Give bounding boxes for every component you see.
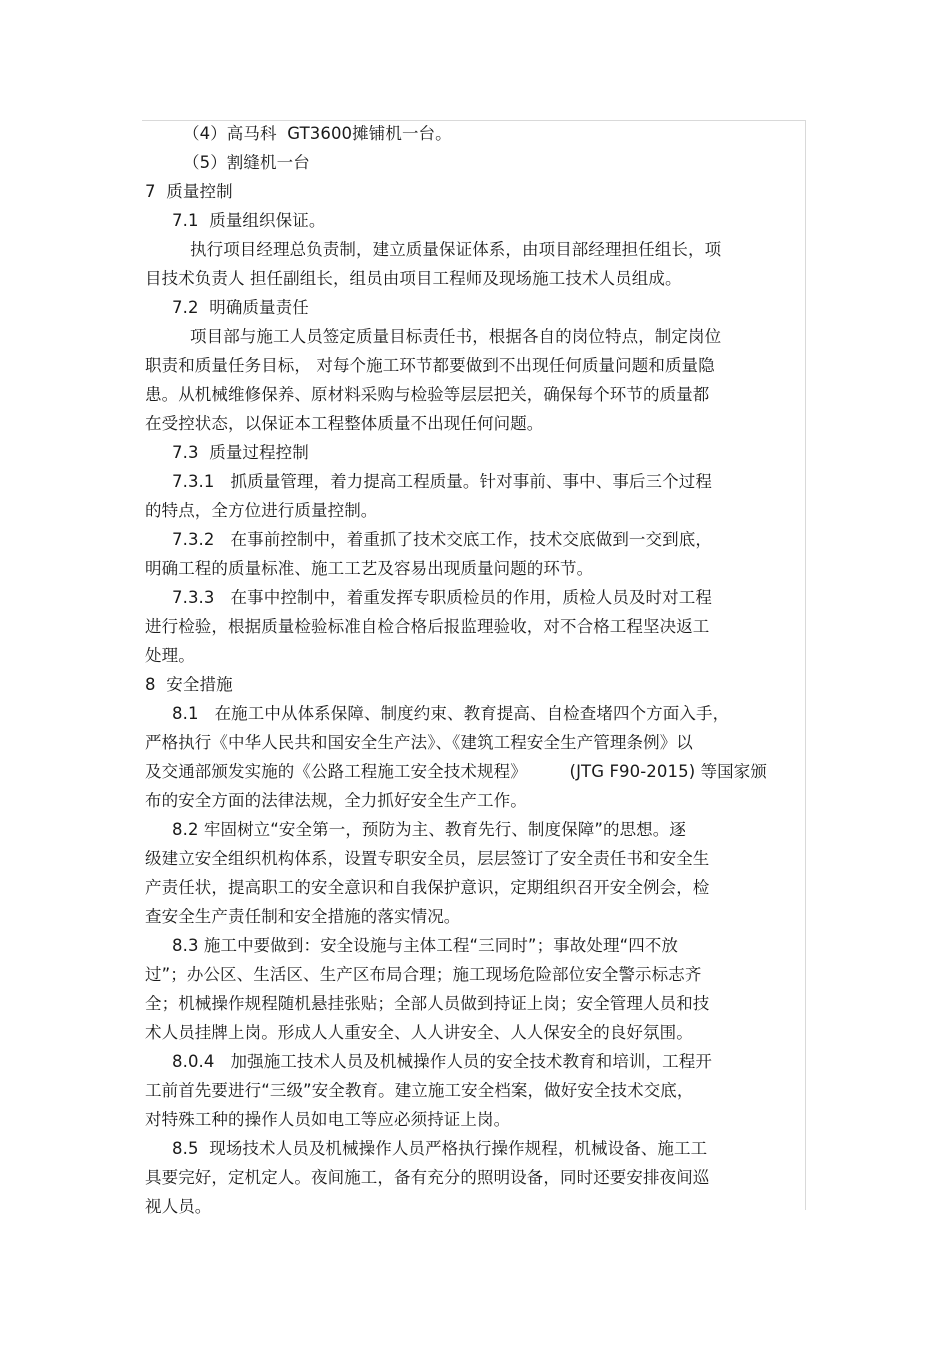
text-line: 查安全生产责任制和安全措施的落实情况。 (145, 907, 461, 926)
text-line: 对特殊工种的操作人员如电工等应必须持证上岗。 (145, 1110, 511, 1129)
text-line: 布的安全方面的法律法规，全力抓好安全生产工作。 (145, 791, 527, 810)
section-heading: 7 质量控制 (145, 182, 233, 201)
text-line: 具要完好，定机定人。夜间施工，备有充分的照明设备，同时还要安排夜间巡 (145, 1168, 710, 1187)
text-line: 8.1 在施工中从体系保障、制度约束、教育提高、自检查堵四个方面入手， (172, 704, 730, 723)
text-line: 严格执行《中华人民共和国安全生产法》、《建筑工程安全生产管理条例》以 (145, 733, 693, 752)
text-line: 全；机械操作规程随机悬挂张贴；全部人员做到持证上岗；安全管理人员和技 (145, 994, 710, 1013)
text-line: 8.2 牢固树立“安全第一，预防为主、教育先行、制度保障”的思想。逐 (172, 820, 686, 839)
text-line: （5）割缝机一台 (183, 153, 310, 172)
subsection-heading: 7.3 质量过程控制 (172, 443, 309, 462)
subsection-heading: 7.2 明确质量责任 (172, 298, 309, 317)
section-heading: 8 安全措施 (145, 675, 233, 694)
text-line: 7.3.2 在事前控制中，着重抓了技术交底工作，技术交底做到一交到底， (172, 530, 712, 549)
text-line: 术人员挂牌上岗。形成人人重安全、人人讲安全、人人保安全的良好氛围。 (145, 1023, 693, 1042)
text-line: （4）高马科 GT3600摊铺机一台。 (183, 124, 452, 143)
text-line: 患。从机械维修保养、原材料采购与检验等层层把关，确保每个环节的质量都 (145, 385, 710, 404)
text-line: 明确工程的质量标准、施工工艺及容易出现质量问题的环节。 (145, 559, 594, 578)
text-line: 在受控状态，以保证本工程整体质量不出现任何问题。 (145, 414, 544, 433)
text-line: 进行检验，根据质量检验标准自检合格后报监理验收，对不合格工程坚决返工 (145, 617, 710, 636)
text-line: 项目部与施工人员签定质量目标责任书，根据各自的岗位特点，制定岗位 (190, 327, 722, 346)
text-line: 7.3.1 抓质量管理，着力提高工程质量。针对事前、事中、事后三个过程 (172, 472, 712, 491)
text-line: 处理。 (145, 646, 195, 665)
text-line: 职责和质量任务目标， 对每个施工环节都要做到不出现任何质量问题和质量隐 (145, 356, 715, 375)
text-line: 过”；办公区、生活区、生产区布局合理；施工现场危险部位安全警示标志齐 (145, 965, 702, 984)
text-line: 8.5 现场技术人员及机械操作人员严格执行操作规程，机械设备、施工工 (172, 1139, 708, 1158)
text-line: 7.3.3 在事中控制中，着重发挥专职质检员的作用，质检人员及时对工程 (172, 588, 712, 607)
text-line: 的特点，全方位进行质量控制。 (145, 501, 378, 520)
text-line: 目技术负责人 担任副组长，组员由项目工程师及现场施工技术人员组成。 (145, 269, 682, 288)
text-line: 产责任状，提高职工的安全意识和自我保护意识，定期组织召开安全例会，检 (145, 878, 710, 897)
subsection-heading: 7.1 质量组织保证。 (172, 211, 326, 230)
text-line: 级建立安全组织机构体系，设置专职安全员，层层签订了安全责任书和安全生 (145, 849, 710, 868)
text-line: 视人员。 (145, 1197, 212, 1216)
text-line: 及交通部颁发实施的《公路工程施工安全技术规程》 (JTG F90-2015) 等国家颁 (145, 762, 767, 781)
text-line: 工前首先要进行“三级”安全教育。建立施工安全档案，做好安全技术交底， (145, 1081, 694, 1100)
text-line: 8.3 施工中要做到：安全设施与主体工程“三同时”；事故处理“四不放 (172, 936, 679, 955)
text-line: 执行项目经理总负责制，建立质量保证体系，由项目部经理担任组长，项 (190, 240, 722, 259)
text-line: 8.0.4 加强施工技术人员及机械操作人员的安全技术教育和培训，工程开 (172, 1052, 712, 1071)
